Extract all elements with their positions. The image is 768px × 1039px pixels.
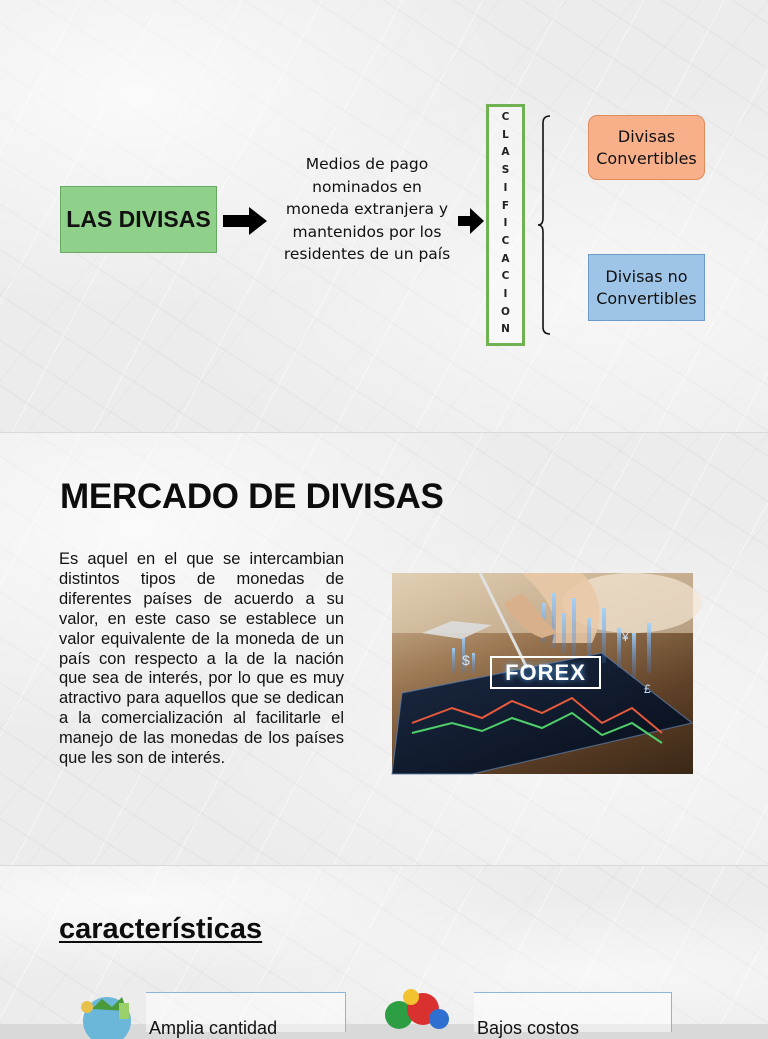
svg-text:¥: ¥ (622, 630, 629, 644)
clasificacion-letter: I (503, 181, 508, 194)
arrow-right-icon (223, 207, 267, 235)
clasificacion-letter: I (503, 288, 508, 301)
svg-text:$: $ (462, 652, 470, 668)
forex-photo (392, 573, 693, 774)
clasificacion-letter: S (501, 164, 510, 177)
slide-las-divisas (0, 0, 768, 432)
caracteristicas-heading: características (59, 913, 263, 945)
forex-label: FOREX (490, 656, 601, 689)
divisas-convertibles-box: Divisas Convertibles (588, 115, 705, 180)
brace-icon (537, 115, 551, 335)
feature-card-text: Amplia cantidad (149, 1018, 278, 1038)
feature-card-text: Bajos costos (477, 1018, 580, 1038)
feature-card (146, 992, 346, 1038)
las-divisas-box: LAS DIVISAS (60, 186, 217, 253)
feature-card (474, 992, 672, 1038)
clasificacion-letter: L (502, 128, 509, 141)
clasificacion-letter: O (501, 305, 510, 318)
body-paragraph: Es aquel en el que se intercambian distintos tipos de monedas de diferentes países de acuerdo a su valor, en este caso se establece un valor equivalente de la moneda de un país con respecto a la de la nación que sea de interés, por lo que es muy atractivo para aquellos que se dedican a la comercialización al facilitarle el manejo de las monedas de los países que les son de interés. (59, 550, 344, 768)
slide-caracteristicas (0, 866, 768, 1038)
feature-thumbnail (67, 989, 147, 1029)
svg-text:£: £ (644, 682, 651, 696)
clasificacion-box (486, 104, 525, 346)
slide-mercado-de-divisas (0, 433, 768, 865)
arrow-right-icon (458, 208, 484, 234)
clasificacion-letter: F (501, 199, 510, 212)
clasificacion-letter: N (501, 323, 510, 336)
clasificacion-letter: C (501, 234, 510, 247)
clasificacion-letter: I (503, 217, 508, 230)
clasificacion-letter: A (501, 146, 510, 159)
divisas-no-convertibles-box: Divisas no Convertibles (588, 254, 705, 321)
clasificacion-letter: C (501, 270, 510, 283)
clasificacion-letter: C (501, 111, 510, 123)
clasificacion-letter: A (501, 252, 510, 265)
definition-text: Medios de pago nominados en moneda extranjera y mantenidos por los residentes de un país (283, 155, 451, 264)
feature-thumbnail (375, 989, 455, 1029)
slide-title: MERCADO DE DIVISAS (60, 477, 444, 516)
